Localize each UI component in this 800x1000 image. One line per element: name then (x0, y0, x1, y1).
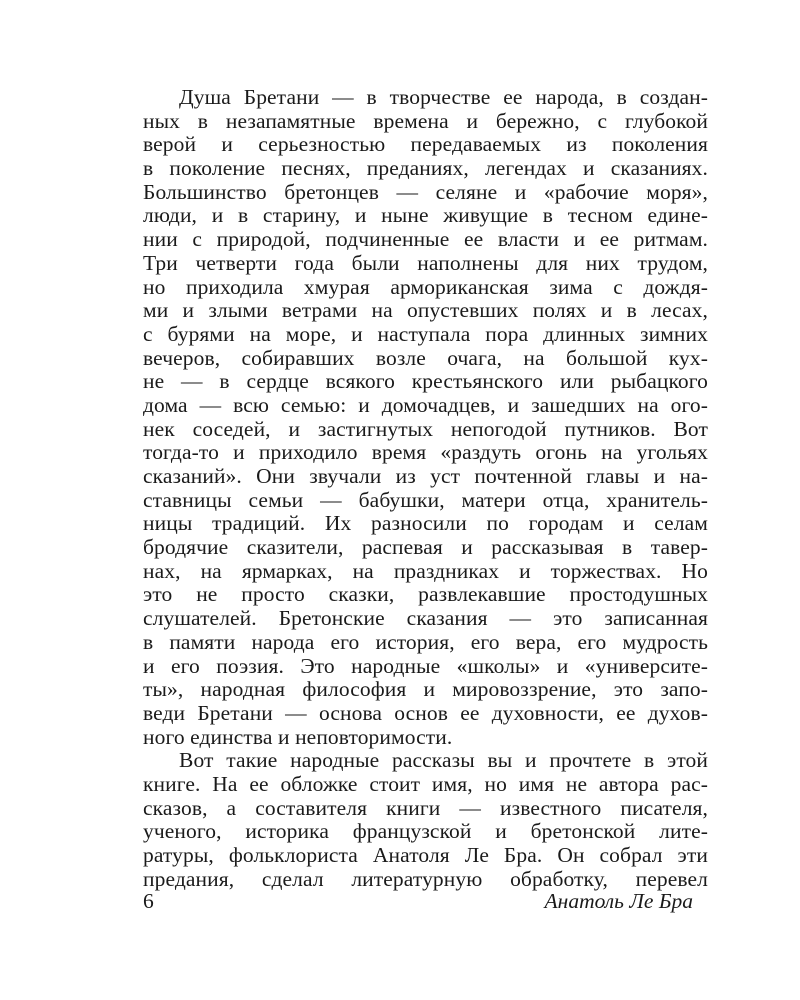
text-line: ратуры, фольклориста Анатоля Ле Бра. Он собрал эти (143, 843, 708, 867)
text-line: не — в сердце всякого крестьянского или рыбацкого (143, 369, 708, 394)
text-line: бродячие сказители, распевая и рассказывая в тавер- (143, 535, 708, 560)
text-line: ставницы семьи — бабушки, матери отца, хранитель- (143, 487, 708, 512)
text-line: ного единства и неповторимости. (143, 724, 453, 749)
text-line: нах, на ярмарках, на праздниках и торжествах. Но (143, 558, 708, 583)
text-line: в памяти народа его история, его вера, его мудрость (143, 629, 708, 654)
text-line: верой и серьезностью передаваемых из поколения (143, 132, 708, 157)
text-line: книге. На ее обложке стоит имя, но имя не автора рас- (143, 771, 708, 796)
text-line: люди, и в старину, и ныне живущие в тесном едине- (143, 203, 708, 228)
paragraph-2 (143, 749, 708, 891)
page-number: 6 (143, 889, 154, 913)
text-line: Душа Бретани — в творчестве ее народа, в создан- (179, 85, 708, 109)
text-line: и его поэзия. Это народные «школы» и «университе- (143, 653, 708, 678)
text-line: но приходила хмурая арморикaнская зима с дождя- (143, 274, 708, 299)
text-line: сказаний». Они звучали из уст почтенной главы и на- (143, 464, 708, 488)
text-line: слушателей. Бретонские сказания — это записанная (143, 606, 708, 631)
text-line: дома — всю семью: и домочадцев, и зашедших на ого- (143, 392, 708, 417)
text-line: нии с природой, подчиненные ее власти и ее ритмам. (143, 227, 708, 252)
text-line: ных в незапамятные времена и бережно, с глубокой (143, 108, 708, 133)
text-line: ницы традиций. Их разносили по городам и селам (143, 511, 708, 536)
text-line: в поколение песнях, преданиях, легендах и сказаниях. (143, 156, 708, 181)
running-head-author: Анатоль Ле Бра (544, 889, 693, 913)
text-line: ми и злыми ветрами на опустевших полях и в лесах, (143, 298, 708, 323)
text-line: вечеров, собиравших возле очага, на большой кух- (143, 345, 708, 370)
text-line: веди Бретани — основа основ ее духовности, ее духов- (143, 700, 708, 725)
text-line: Большинство бретонцев — селяне и «рабочие моря», (143, 179, 708, 204)
page-footer (143, 888, 693, 914)
text-line: сказов, а составителя книги — известного писателя, (143, 795, 708, 820)
paragraph-1 (143, 86, 708, 749)
text-line: Вот такие народные рассказы вы и прочтете в этой (179, 748, 708, 773)
text-line: ученого, историка французской и бретонской лите- (143, 819, 708, 844)
text-line: тогда-то и приходило время «раздуть огонь на угольях (143, 440, 708, 465)
body-text (143, 86, 708, 891)
text-line: нек соседей, и застигнутых непогодой путников. Вот (143, 416, 708, 441)
text-line: ты», народная философия и мировоззрение, это запо- (143, 677, 708, 702)
text-line: с бурями на море, и наступала пора длинных зимних (143, 321, 708, 346)
text-line: предания, сделал литературную обработку, перевел (143, 866, 708, 891)
text-line: Три четверти года были наполнены для них трудом, (143, 250, 708, 275)
text-line: это не просто сказки, развлекавшие простодушных (143, 582, 708, 607)
